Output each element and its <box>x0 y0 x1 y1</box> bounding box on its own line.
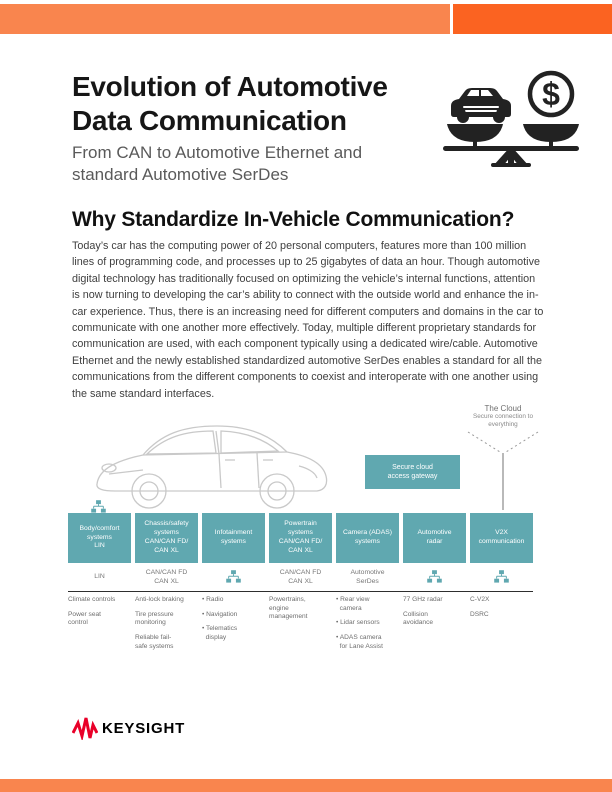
domain-item-line: Reliable fail- <box>135 634 172 642</box>
domain-item <box>68 611 131 628</box>
page-title <box>72 70 388 138</box>
domain-item-line: • Telematics <box>202 625 238 633</box>
domain-item-line: engine <box>269 604 289 612</box>
domain-item <box>202 596 265 605</box>
domain-header-3 <box>269 513 332 563</box>
gateway-line2: access gateway <box>387 473 438 480</box>
domain-item <box>202 611 265 620</box>
domain-protocol-0 <box>68 563 131 589</box>
domain-item-line: control <box>68 619 88 627</box>
keysight-wordmark: KEYSIGHT <box>102 719 186 737</box>
domain-item <box>470 611 533 620</box>
domain-item-line: monitoring <box>135 619 166 627</box>
domain-protocol-2 <box>202 563 265 589</box>
domain-item <box>403 611 466 628</box>
domain-header-line: systems <box>355 538 380 545</box>
protocol-line: Automotive <box>350 569 385 577</box>
domain-header-5 <box>403 513 466 563</box>
domain-item <box>336 634 399 651</box>
page-title-line1: Evolution of Automotive <box>72 71 388 102</box>
domain-item <box>336 596 399 613</box>
domain-header-1 <box>135 513 198 563</box>
domain-item-line: Powertrains, <box>269 596 306 603</box>
domain-header-line: CAN XL <box>288 546 313 554</box>
domain-protocol-5 <box>403 563 466 589</box>
domain-item-line: • Radio <box>202 596 224 603</box>
domain-item <box>336 619 399 628</box>
domain-item <box>135 596 198 605</box>
domain-item-line: DSRC <box>470 610 489 618</box>
domain-table-protocols <box>68 563 533 589</box>
header-bar-dark <box>453 4 612 34</box>
domain-header-line: systems <box>288 529 313 537</box>
domain-header-4 <box>336 513 399 563</box>
domain-item-line: • ADAS camera <box>336 634 382 642</box>
section-heading: Why Standardize In-Vehicle Communication? <box>72 208 515 231</box>
domain-table <box>68 513 533 658</box>
domain-item <box>68 596 131 605</box>
domain-item-line: C-V2X <box>470 596 490 603</box>
domain-protocol-1 <box>135 563 198 589</box>
protocol-line: LIN <box>94 573 105 581</box>
domain-item-line: Climate controls <box>68 596 116 603</box>
domain-items-1 <box>135 592 198 658</box>
domain-header-line: systems <box>221 538 246 545</box>
domain-items-3 <box>269 592 332 658</box>
car-icon <box>451 88 511 123</box>
cloud-label-title: The Cloud <box>484 404 522 413</box>
domain-item-line: for Lane Assist <box>336 642 383 650</box>
protocol-line: SerDes <box>356 577 379 585</box>
domain-header-line: CAN/CAN FD/ <box>278 538 323 545</box>
gateway-line1: Secure cloud <box>392 463 433 471</box>
header-bar-light <box>0 4 450 34</box>
domain-item <box>403 596 466 605</box>
domain-header-line: CAN/CAN FD/ <box>144 538 189 545</box>
page-subtitle <box>72 142 362 186</box>
domain-header-6 <box>470 513 533 563</box>
domain-item-line: management <box>269 613 308 621</box>
domain-header-line: Chassis/safety <box>144 520 189 528</box>
domain-header-2 <box>202 513 265 563</box>
keysight-logo <box>72 716 185 740</box>
domain-header-line: Body/comfort <box>79 524 120 532</box>
domain-item <box>202 625 265 642</box>
cloud-label-line2: Secure connection to <box>472 413 534 420</box>
domain-protocol-4 <box>336 563 399 589</box>
domain-item-line: Tire pressure <box>135 610 174 618</box>
domain-protocol-3 <box>269 563 332 589</box>
page-subtitle-line2: standard Automotive SerDes <box>72 165 289 185</box>
network-icon <box>493 570 510 585</box>
domain-item-line: • Lidar sensors <box>336 619 380 627</box>
balance-scale-icon <box>433 62 589 168</box>
scale-frame <box>443 124 579 167</box>
domain-item <box>470 596 533 605</box>
domain-header-line: radar <box>426 538 443 545</box>
domain-item <box>269 596 332 622</box>
domain-items-2 <box>202 592 265 658</box>
cloud-connector-lines <box>450 426 560 516</box>
domain-header-line: Infotainment <box>214 529 253 537</box>
domain-item-line: display <box>202 634 227 642</box>
domain-table-headers <box>68 513 533 563</box>
page-title-line2: Data Communication <box>72 105 347 137</box>
domain-header-line: Automotive <box>417 529 452 537</box>
domain-header-line: systems <box>87 533 112 541</box>
domain-item-line: Collision <box>403 610 428 618</box>
svg-text:$: $ <box>542 76 560 112</box>
domain-header-line: communication <box>478 538 525 545</box>
domain-header-line: CAN XL <box>154 546 179 554</box>
domain-item-line: safe systems <box>135 642 174 650</box>
domain-header-line: systems <box>154 529 179 537</box>
secure-cloud-gateway-box <box>365 455 460 489</box>
network-icon <box>426 570 443 585</box>
domain-items-4 <box>336 592 399 658</box>
network-icon <box>225 570 242 585</box>
cloud-label-line3: everything <box>488 421 518 428</box>
protocol-line: CAN/CAN FD <box>145 569 188 577</box>
body-paragraph: Today’s car has the computing power of 20 personal computers, features more than 100 million lines of programming code, and processes up to 25 gigabytes of data an hour. Though automotive digital technology has traditionally focused on optimizing the vehicle’s internal functions, attention is now turning to developing the car’s ability to connect with the outside world and enhance the in-car experience. Thus, there is an increasing need for different computers and domains in the car to communicate with one another more effectively. Today, multiple different proprietary standards for communication are used, with each component typically using a dedicated wire/cable. Automotive Ethernet and the newly established standardized automotive SerDes enables a standard for all the communications from the different components to coexist and interoperate with one another using the same standard interfaces. <box>72 240 544 400</box>
domain-item-line: • Rear view <box>336 596 370 603</box>
domain-table-items <box>68 592 533 658</box>
domain-items-6 <box>470 592 533 658</box>
page-subtitle-line1: From CAN to Automotive Ethernet and <box>72 143 363 162</box>
protocol-line: CAN XL <box>288 577 313 585</box>
car-illustration <box>85 396 337 522</box>
protocol-line: CAN XL <box>154 577 179 585</box>
domain-protocol-6 <box>470 563 533 589</box>
domain-header-line: Camera (ADAS) <box>342 529 393 537</box>
domain-item-line: • Navigation <box>202 610 238 618</box>
domain-item <box>135 611 198 628</box>
domain-item <box>135 634 198 651</box>
domain-item-line: camera <box>336 604 362 612</box>
domain-item-line: Power seat <box>68 610 101 618</box>
domain-items-0 <box>68 592 131 658</box>
keysight-spark-icon <box>72 716 98 740</box>
domain-header-line: Powertrain <box>284 520 317 528</box>
dollar-icon <box>530 73 572 115</box>
domain-item-line: 77 GHz radar <box>403 596 443 603</box>
domain-header-0 <box>68 513 131 563</box>
domain-item-line: avoidance <box>403 619 434 627</box>
domain-item-line: Anti-lock braking <box>135 596 184 603</box>
domain-items-5 <box>403 592 466 658</box>
domain-header-line: V2X <box>495 529 508 537</box>
protocol-line: CAN/CAN FD <box>279 569 322 577</box>
domain-header-line: LIN <box>94 542 105 550</box>
footer-bar <box>0 779 612 792</box>
